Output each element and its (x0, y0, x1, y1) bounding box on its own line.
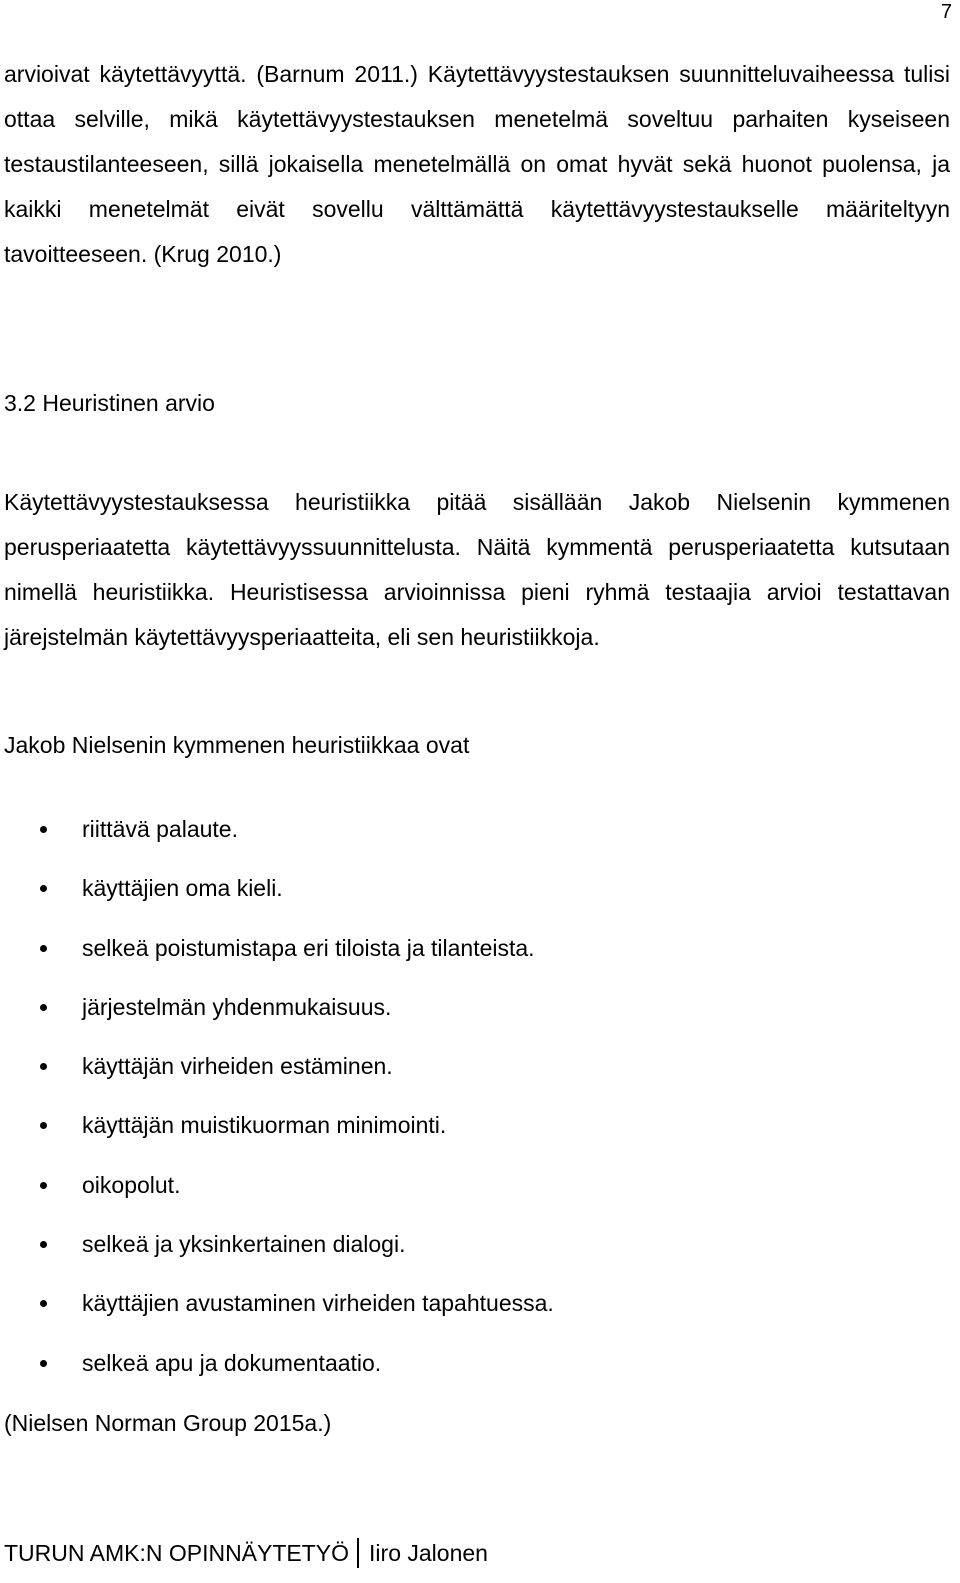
list-intro: Jakob Nielsenin kymmenen heuristiikkaa ovat (4, 732, 470, 758)
bullet-icon (40, 1241, 47, 1248)
bullet-icon (40, 1182, 47, 1189)
bullet-icon (40, 826, 47, 833)
body-paragraph: Käytettävyystestauksessa heuristiikka pitää sisällään Jakob Nielsenin kymmenen perusperiaatetta käytettävyyssuunnittelusta. Näitä kymmentä perusperiaatetta kutsutaan nimellä heuristiikka. Heuristisessa arvioinnissa pieni ryhmä testaajia arvioi testattavan järejstelmän käytettävyysperiaatteita, eli sen heuristiikkoja. (4, 489, 950, 650)
list-item (0, 1168, 940, 1227)
list-item (0, 1227, 940, 1286)
bullet-icon (40, 945, 47, 952)
page-footer (4, 1536, 488, 1570)
page-number: 7 (940, 1, 952, 23)
list-item (0, 990, 940, 1049)
list-item-text: selkeä poistumistapa eri tiloista ja tilanteista. (82, 934, 535, 961)
bullet-icon (40, 1360, 47, 1367)
footer-school: TURUN AMK:N OPINNÄYTETYÖ (4, 1540, 350, 1566)
intro-paragraph: arvioivat käytettävyyttä. (Barnum 2011.) Käytettävyystestauksen suunnitteluvaiheessa tulisi ottaa selville, mikä käytettävyystestauksen menetelmä soveltuu parhaiten kyseiseen testaustilanteeseen, sillä jokaisella menetelmällä on omat hyvät sekä huonot puolensa, ja kaikki menetelmät eivät sovellu välttämättä käytettävyystestaukselle määriteltyyn tavoitteeseen. (Krug 2010.) (4, 61, 950, 267)
list-item (0, 1286, 940, 1345)
list-item-text: käyttäjän muistikuorman minimointi. (82, 1112, 447, 1139)
list-item (0, 931, 940, 990)
list-item-text: järjestelmän yhdenmukaisuus. (82, 993, 392, 1020)
list-item (0, 1108, 940, 1167)
section-heading: 3.2 Heuristinen arvio (4, 390, 215, 416)
list-item (0, 812, 940, 871)
list-item-text: käyttäjien oma kieli. (82, 875, 283, 902)
bullet-icon (40, 1300, 47, 1307)
list-item (0, 871, 940, 930)
list-item-text: riittävä palaute. (82, 816, 238, 842)
list-item-text: selkeä apu ja dokumentaatio. (82, 1349, 382, 1376)
heuristics-list (0, 812, 940, 1405)
list-item (0, 1049, 940, 1108)
bullet-icon (40, 1004, 47, 1011)
list-item-text: käyttäjän virheiden estäminen. (82, 1053, 393, 1080)
list-item-text: oikopolut. (82, 1171, 181, 1198)
bullet-icon (40, 1122, 47, 1129)
list-item (0, 1346, 940, 1405)
bullet-icon (40, 885, 47, 892)
footer-separator (357, 1538, 359, 1568)
citation: (Nielsen Norman Group 2015a.) (4, 1410, 332, 1436)
bullet-icon (40, 1063, 47, 1070)
list-item-text: käyttäjien avustaminen virheiden tapahtuessa. (82, 1290, 554, 1317)
footer-author: Iiro Jalonen (369, 1540, 488, 1566)
list-item-text: selkeä ja yksinkertainen dialogi. (82, 1231, 406, 1258)
